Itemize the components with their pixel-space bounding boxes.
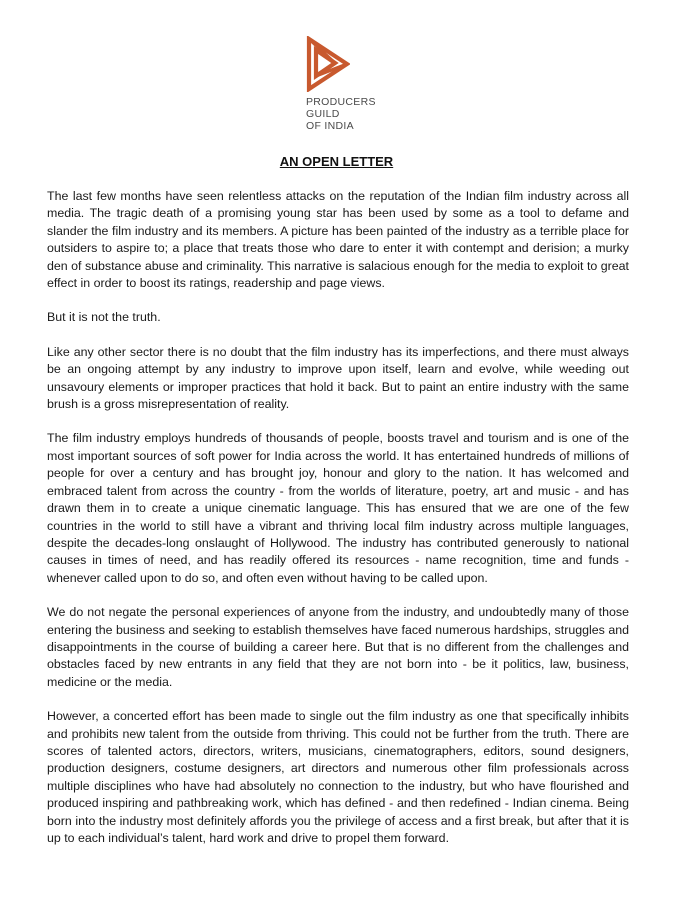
letter-title: AN OPEN LETTER (279, 154, 394, 169)
logo-line-3: OF INDIA (306, 120, 354, 132)
paragraph-3: Like any other sector there is no doubt that the film industry has its imperfections, and there must always be an ongoing attempt by any industry to improve upon itself, learn and evolve, while weeding out unsavoury elements or improper practices that hold it back. But to paint an entire industry with the same brush is a gross misrepresentation of reality. (47, 344, 629, 412)
letter-body (47, 188, 629, 864)
producers-guild-triangle-logo-icon (306, 36, 350, 92)
paragraph-5: We do not negate the personal experiences of anyone from the industry, and undoubtedly many of those entering the business and seeking to establish themselves have faced numerous hardships, struggles and disappointments in the course of building a career here. But that is no different from the challenges and obstacles faced by new entrants in any field that they are not born into - be it politics, law, business, medicine or the media. (47, 605, 629, 689)
paragraph-4: The film industry employs hundreds of thousands of people, boosts travel and tourism and is one of the most important sources of soft power for India across the world. It has entertained hundreds of millions of people for over a century and has brought joy, honour and glory to the nation. It has welcomed and embraced talent from across the country - from the worlds of literature, poetry, art and music - and has drawn them in to create a unique cinematic language. This has ensured that we are one of the few countries in the world to still have a vibrant and thriving local film industry across multiple languages, despite the decades-long onslaught of Hollywood. The industry has contributed generously to national causes in times of need, and has readily offered its resources - name recognition, time and funds - whenever called upon to do so, and often even without having to be called upon. (47, 431, 629, 585)
logo-line-2: GUILD (306, 108, 340, 120)
producers-guild-logo (296, 36, 396, 136)
logo-text (306, 96, 376, 132)
paragraph-6: However, a concerted effort has been made to single out the film industry as one that specifically inhibits and prohibits new talent from the outside from thriving. This could not be further from the truth. There are scores of talented actors, directors, writers, musicians, cinematographers, editors, sound designers, production designers, costume designers, art directors and numerous other film professionals across multiple disciplines who have had absolutely no connection to the industry, but who have flourished and produced inspiring and pathbreaking work, which has defined - and then redefined - Indian cinema. Being born into the industry most definitely affords you the privilege of access and a first break, but after that it is up to each individual’s talent, hard work and drive to propel them forward. (47, 709, 629, 845)
paragraph-2: But it is not the truth. (47, 310, 161, 325)
logo-line-1: PRODUCERS (306, 96, 376, 108)
paragraph-1: The last few months have seen relentless attacks on the reputation of the Indian film industry across all media. The tragic death of a promising young star has been used by some as a tool to defame and slander the film industry and its members. A picture has been painted of the industry as a terrible place for outsiders to aspire to; a place that treats those who dare to enter it with contempt and derision; a murky den of substance abuse and criminality. This narrative is salacious enough for the media to exploit to great effect in order to boost its ratings, readership and page views. (47, 189, 629, 291)
